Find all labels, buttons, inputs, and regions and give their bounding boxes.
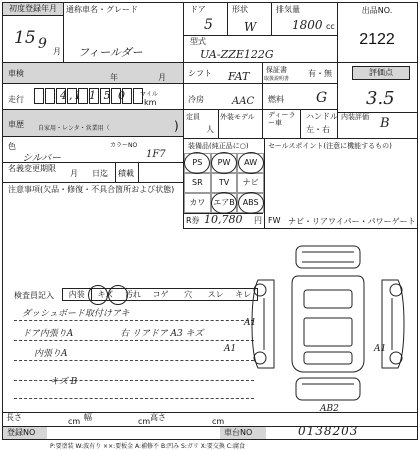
model-value: UA-ZZE122G (200, 48, 274, 61)
door-label: ドア (190, 5, 206, 14)
inspection-month: 月 (158, 73, 166, 82)
tag: スレ (207, 289, 224, 299)
interior-value: B (380, 116, 390, 131)
inspection-label: 車検 (8, 69, 24, 78)
shift-label: シフト (188, 69, 212, 78)
damage-legend: P:要塗装 W:波有り ××:要板金 A:補修不 B:凹み S:ガリ X:要交換 C:腐食 (50, 443, 246, 450)
tag-circle (88, 285, 108, 305)
tag: 汚れ (124, 289, 141, 299)
first-reg-month-unit: 月 (53, 47, 61, 56)
shape-value: W (244, 20, 257, 34)
car-front-view (296, 246, 360, 268)
capacity-unit: 人 (206, 125, 214, 134)
name-change-day: 日迄 (92, 169, 108, 178)
warranty-label: 保証書 (266, 66, 287, 74)
capacity-label: 定員 (186, 113, 200, 121)
color-no-label: カラーNO (110, 142, 138, 149)
mark-a1-top: A1 (224, 344, 237, 354)
color-label: 色 (8, 142, 16, 151)
r-value: 10,780 (204, 213, 243, 226)
mileage-unit-top: マイル (140, 91, 158, 98)
name-change-label: 名義変更期限 (8, 164, 56, 173)
equip-item: SR (184, 173, 211, 193)
reg-label: 登録NO (3, 427, 47, 439)
warranty-value: 有・無 (308, 69, 332, 78)
body-label: 車台NO (220, 427, 266, 439)
model-label: 型式 (190, 37, 206, 46)
mileage-label: 走行 (8, 95, 24, 104)
history-options: 自家用・レンタ・営業用（ (38, 125, 110, 132)
height-unit: cm (212, 417, 225, 426)
equip-circle-airbag (211, 192, 237, 214)
exterior-label: 外装モデル (220, 113, 255, 121)
inspector-note: 内張りA (34, 349, 68, 359)
tag: 穴 (184, 289, 193, 299)
inspector-note: ダッシュボード取付けアキ (22, 309, 130, 319)
fw-value: ナビ・リアワイパー・パワーゲート (288, 217, 416, 226)
sales-label: セールスポイント(注意に機能するもの) (268, 142, 392, 150)
equip-item: PW (211, 153, 238, 173)
inspection-year: 年 (110, 73, 118, 82)
body-value: 0138203 (298, 424, 359, 438)
inspector-note: ドア内張りA (22, 329, 74, 339)
fuel-label: 燃料 (268, 95, 284, 104)
shape-label: 形状 (232, 5, 248, 14)
car-name: フィールダー (78, 46, 143, 59)
equip-item: ナビ (237, 173, 264, 193)
mark-a1-left: A1 (244, 318, 257, 328)
r-unit: 円 (254, 216, 262, 225)
equip-circle-pw (211, 152, 237, 174)
ac-label: 冷房 (188, 95, 204, 104)
displacement-label: 排気量 (276, 5, 300, 14)
tag: キレ (235, 289, 252, 299)
color-value: シルバー (22, 153, 62, 164)
interior-label: 内装評価 (341, 113, 369, 121)
fuel-value: G (316, 90, 328, 106)
first-reg-year: 15 (14, 28, 36, 48)
tag: コゲ (152, 289, 169, 299)
color-no-value: 1F7 (146, 149, 166, 160)
auction-sheet: 初度登録年月 通称車名・グレード 15 9 月 フィールダー ドア 形状 排気量 5 W 1800 cc 型式 UA-ZZE122G 出品NO. 2122 車検 年 月 走行 4,1 1 5 0 マイル km 車歴 自家用・レンタ・営業用（ ) 色 シルバー カラーNO 1F7 名義変更期限 月 日迄 積載 注意事項(欠品・修復・不具合箇所および状態) シフト FAT 保証書 取扱説明書 有・無 冷房 AAC 燃料 G 定員 人 外装モデル ディーラー車 ハンドル 左・右 評価点 3.5 内装評価 B 装備品(純正品に○) PS PW AW SR TV ナビ カワ エアB ABS R券 10,780 円 セールスポイント(注意に機能するもの) FW ナビ・リアワイパー・パワーゲート 検査員記入 内装 キズ 汚れ コゲ 穴 スレ キレ ダッシュボード取付けアキ ドア内張りA 右 リアドア A3 キズ 内張りA キズ B A1 A1 A1 AB2 長さ cm 幅 cm 高さ cm 登録NO 車台NO 0138203 P:要塗装 W:波有り ××:要板金 A:補修不 B:凹み S:ガリ X:要交換 C:腐食 (0, 0, 420, 450)
score-value: 3.5 (366, 88, 395, 109)
height-label: 高さ (150, 413, 166, 422)
car-rear-view (296, 378, 360, 400)
r-label: R券 (186, 216, 200, 225)
score-label: 評価点 (352, 66, 410, 80)
equip-item: カワ (184, 193, 211, 213)
tag: 内装 (63, 289, 92, 300)
equip-item: ABS (237, 193, 264, 213)
mark-ab2: AB2 (320, 404, 339, 414)
handle-label: ハンドル (306, 112, 338, 121)
equip-item: TV (211, 173, 238, 193)
tag: キズ (97, 289, 114, 299)
equip-circle-abs (238, 192, 264, 214)
door-value: 5 (204, 17, 213, 33)
ac-value: AAC (232, 96, 255, 107)
car-diagram (240, 232, 416, 410)
handle-value: 左・右 (306, 125, 330, 134)
mileage-value: 4,1 1 5 0 (60, 89, 127, 102)
tag-circle (108, 285, 128, 305)
fw-label: FW (268, 216, 281, 225)
equip-item: エアB (211, 193, 238, 213)
mark-a1-side: A1 (374, 344, 387, 354)
name-label: 通称車名・グレード (66, 5, 138, 14)
equip-item: AW (237, 153, 264, 173)
first-reg-label: 初度登録年月 (3, 3, 64, 16)
width-unit: cm (138, 417, 151, 426)
name-change-extra: 積載 (118, 169, 134, 178)
dealer-label: ディーラー車 (268, 111, 296, 127)
length-label: 長さ (6, 413, 22, 422)
displacement-value: 1800 (292, 18, 323, 32)
lot-value: 2122 (359, 31, 395, 48)
length-unit: cm (68, 417, 81, 426)
warranty-sub: 取扱説明書 (264, 76, 290, 82)
history-label: 車歴 (8, 120, 24, 129)
inspector-note: キズ B (50, 377, 78, 387)
first-reg-month: 9 (38, 36, 47, 52)
name-change-month: 月 (70, 169, 78, 178)
inspector-note: 右 リアドア A3 キズ (120, 329, 204, 339)
equip-circle-aw (238, 152, 264, 174)
equip-circle-ps (184, 152, 210, 174)
notes-label: 注意事項(欠品・修復・不具合箇所および状態) (8, 185, 175, 194)
shift-value: FAT (228, 70, 250, 83)
equip-item: PS (184, 153, 211, 173)
mileage-unit-bottom: km (144, 98, 157, 107)
equipment-label: 装備品(純正品に○) (188, 142, 249, 150)
inspector-label: 検査員記入 (14, 291, 54, 300)
width-label: 幅 (84, 413, 92, 422)
displacement-unit: cc (326, 22, 335, 31)
lot-label: 出品NO. (361, 6, 393, 15)
